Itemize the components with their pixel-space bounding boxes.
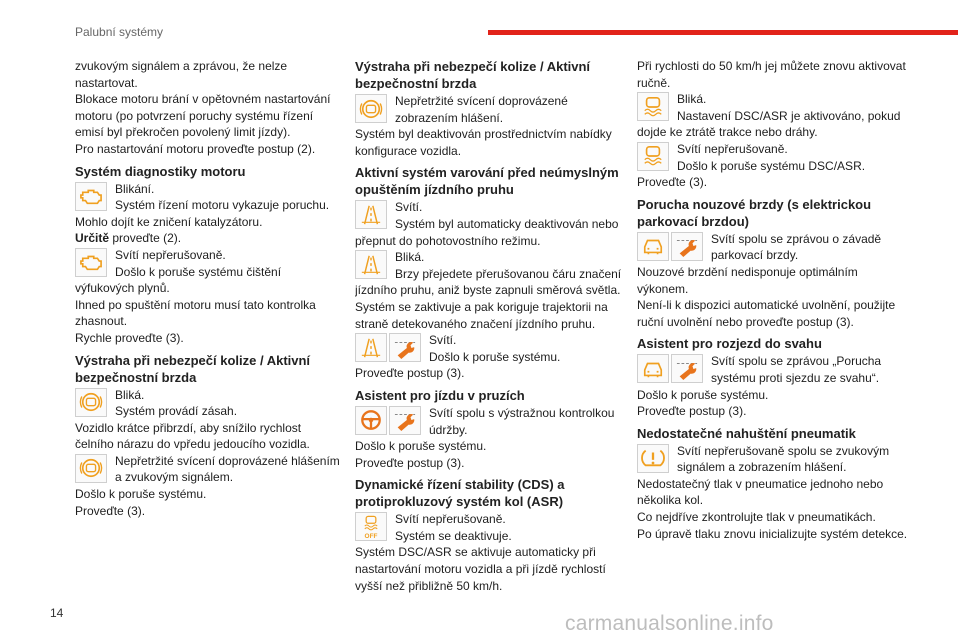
paragraph: Mohlo dojít ke zničení katalyzátoru. (75, 214, 263, 229)
watermark: carmanualsonline.info (565, 612, 774, 635)
paragraph: zvukovým signálem a zprávou, že nelze nastartovat. (75, 59, 288, 90)
dsc-icon (637, 92, 669, 121)
collision-warning-icon (355, 94, 387, 123)
dsc-icon (637, 142, 669, 171)
service-wrench-icon (389, 406, 421, 435)
paragraph: Nouzové brzdění nedisponuje optimálním výkonem. (637, 264, 858, 296)
indicator-text: Systém provádí zásah. (115, 404, 238, 419)
indicator-state: Bliká. (677, 92, 707, 107)
car-warning-icon (637, 354, 669, 383)
section-title-engine-diagnostics: Systém diagnostiky motoru (75, 163, 246, 179)
header-accent-bar (488, 30, 958, 35)
indicator-text: Nastavení DSC/ASR je aktivováno, pokud dojde ke ztrátě trakce nebo dráhy. (637, 108, 901, 140)
indicator-block (75, 247, 340, 297)
column-1 (75, 58, 340, 519)
indicator-block (637, 231, 909, 264)
paragraph: Co nejdříve zkontrolujte tlak v pneumatikách. (637, 510, 876, 525)
service-wrench-icon (671, 232, 703, 261)
indicator-state: Blikání. (115, 181, 155, 196)
indicator-block (637, 141, 909, 174)
indicator-state: Bliká. (395, 250, 425, 265)
indicator-state: Svítí. (395, 200, 423, 215)
indicator-text: Svítí nepřerušovaně spolu se zvukovým signálem a zobrazením hlášení. (677, 443, 890, 475)
paragraph: Blokace motoru brání v opětovném nastartování motoru (po potvrzení poruchy systému řízení emisí byl překročen povolený limit jízdy). (75, 92, 331, 140)
lane-departure-icon (355, 333, 387, 362)
indicator-text: Systém byl automaticky deaktivován nebo přepnut do pohotovostního režimu. (355, 216, 619, 248)
paragraph-text: proveďte (2). (109, 231, 182, 246)
indicator-block (355, 511, 623, 544)
paragraph: Vozidlo krátce přibrzdí, aby snížilo rychlost čelního nárazu do vpředu jedoucího vozidla. (75, 420, 310, 452)
off-label: OFF (364, 532, 378, 539)
engine-warning-icon (75, 182, 107, 211)
section-title-tyre-pressure: Nedostatečné nahuštění pneumatik (637, 425, 856, 441)
indicator-state: Svítí nepřerušovaně. (115, 247, 226, 262)
paragraph: Systém byl deaktivován prostřednictvím nabídky konfigurace vozidla. (355, 127, 612, 158)
steering-wheel-icon (355, 406, 387, 435)
header-title: Palubní systémy (75, 25, 164, 39)
indicator-state: Svítí. (429, 333, 457, 348)
paragraph: Proveďte postup (3). (637, 404, 747, 419)
indicator-block (637, 91, 909, 141)
indicator-block (355, 249, 623, 299)
section-title-hill-start: Asistent pro rozjezd do svahu (637, 336, 822, 352)
indicator-text: Došlo k poruše systému DSC/ASR. (677, 158, 866, 173)
indicator-block (355, 405, 623, 438)
page-number: 14 (50, 606, 64, 620)
paragraph: Proveďte (3). (75, 503, 146, 518)
section-title-emergency-brake: Porucha nouzové brzdy (s elektrickou parkovací brzdou) (637, 196, 872, 229)
paragraph: Proveďte (3). (637, 175, 708, 190)
service-wrench-icon (389, 333, 421, 362)
paragraph: Rychle proveďte (3). (75, 330, 184, 345)
lane-departure-icon (355, 200, 387, 229)
indicator-block (355, 332, 623, 365)
paragraph: Systém se zaktivuje a pak koriguje trajektorii na straně detekovaného značení jízdního pruhu. (355, 299, 608, 331)
paragraph: Ihned po spuštění motoru musí tato kontrolka zhasnout. (75, 297, 316, 329)
indicator-block (75, 453, 340, 486)
indicator-block (637, 443, 909, 476)
paragraph: Proveďte postup (3). (355, 366, 465, 381)
car-warning-icon (637, 232, 669, 261)
indicator-text: Došlo k poruše systému čištění výfukových plynů. (75, 264, 282, 296)
service-wrench-icon (671, 354, 703, 383)
section-title-dsc-asr: Dynamické řízení stability (CDS) a protiprokluzový systém kol (ASR) (355, 477, 565, 510)
section-title-collision-braking: Výstraha při nebezpečí kolize / Aktivní bezpečnostní brzda (355, 59, 591, 91)
indicator-state: Bliká. (115, 387, 145, 402)
indicator-block (75, 181, 340, 214)
paragraph: Došlo k poruše systému. (75, 487, 207, 502)
collision-warning-icon (75, 454, 107, 483)
indicator-text: Systém se deaktivuje. (395, 528, 512, 543)
engine-warning-icon (75, 248, 107, 277)
paragraph: Nedostatečný tlak v pneumatice jednoho nebo několika kol. (637, 476, 884, 508)
paragraph: Došlo k poruše systému. (637, 387, 769, 402)
section-title-collision-warning: Výstraha při nebezpečí kolize / Aktivní bezpečnostní brzda (75, 352, 311, 385)
paragraph: Není-li k dispozici automatické uvolnění, použijte ruční uvolnění nebo proveďte postup (3). (637, 298, 896, 329)
paragraph: Došlo k poruše systému. (355, 439, 487, 454)
paragraph: Proveďte postup (3). (355, 455, 465, 470)
indicator-text: Brzy přejedete přerušovanou čáru značení jízdního pruhu, aniž byste zapnuli směrová světla. (355, 266, 622, 298)
paragraph: Systém DSC/ASR se aktivuje automaticky při nastartování motoru vozidla a při jízdě rychlostí vyšší než přibližně 50 km/h. (355, 545, 606, 593)
indicator-text: Nepřetržité svícení doprovázené zobrazením hlášení. (395, 94, 568, 125)
lane-departure-icon (355, 250, 387, 279)
emphasis: Určitě (75, 231, 110, 246)
column-2 (355, 58, 623, 594)
paragraph (75, 230, 340, 247)
indicator-block (75, 387, 340, 420)
indicator-text: Nepřetržité svícení doprovázené hlášením a zvukovým signálem. (115, 453, 340, 485)
indicator-text: Svítí spolu se zprávou o závadě parkovací brzdy. (711, 231, 882, 263)
section-title-lane-departure: Aktivní systém varování před neúmyslným opuštěním jízdního pruhu (355, 165, 619, 198)
indicator-state: Svítí nepřerušovaně. (395, 512, 506, 527)
indicator-block (355, 199, 623, 249)
paragraph: Při rychlosti do 50 km/h jej můžete znovu aktivovat ručně. (637, 59, 906, 90)
dsc-off-icon (355, 512, 387, 541)
indicator-text: Systém řízení motoru vykazuje poruchu. (115, 198, 330, 213)
column-3 (637, 58, 909, 542)
collision-warning-icon (75, 388, 107, 417)
indicator-text: Došlo k poruše systému. (429, 349, 561, 364)
tyre-pressure-icon (637, 444, 669, 473)
indicator-text: Svítí spolu s výstražnou kontrolkou údržby. (429, 405, 615, 437)
section-title-lane-assist: Asistent pro jízdu v pruzích (355, 387, 525, 403)
indicator-text: Svítí spolu se zprávou „Porucha systému proti sjezdu ze svahu“. (711, 354, 882, 385)
indicator-block (355, 93, 623, 126)
paragraph: Po úpravě tlaku znovu inicializujte systém detekce. (637, 526, 908, 541)
indicator-state: Svítí nepřerušovaně. (677, 141, 788, 156)
paragraph: Pro nastartování motoru proveďte postup (2). (75, 141, 316, 156)
indicator-block (637, 353, 909, 386)
